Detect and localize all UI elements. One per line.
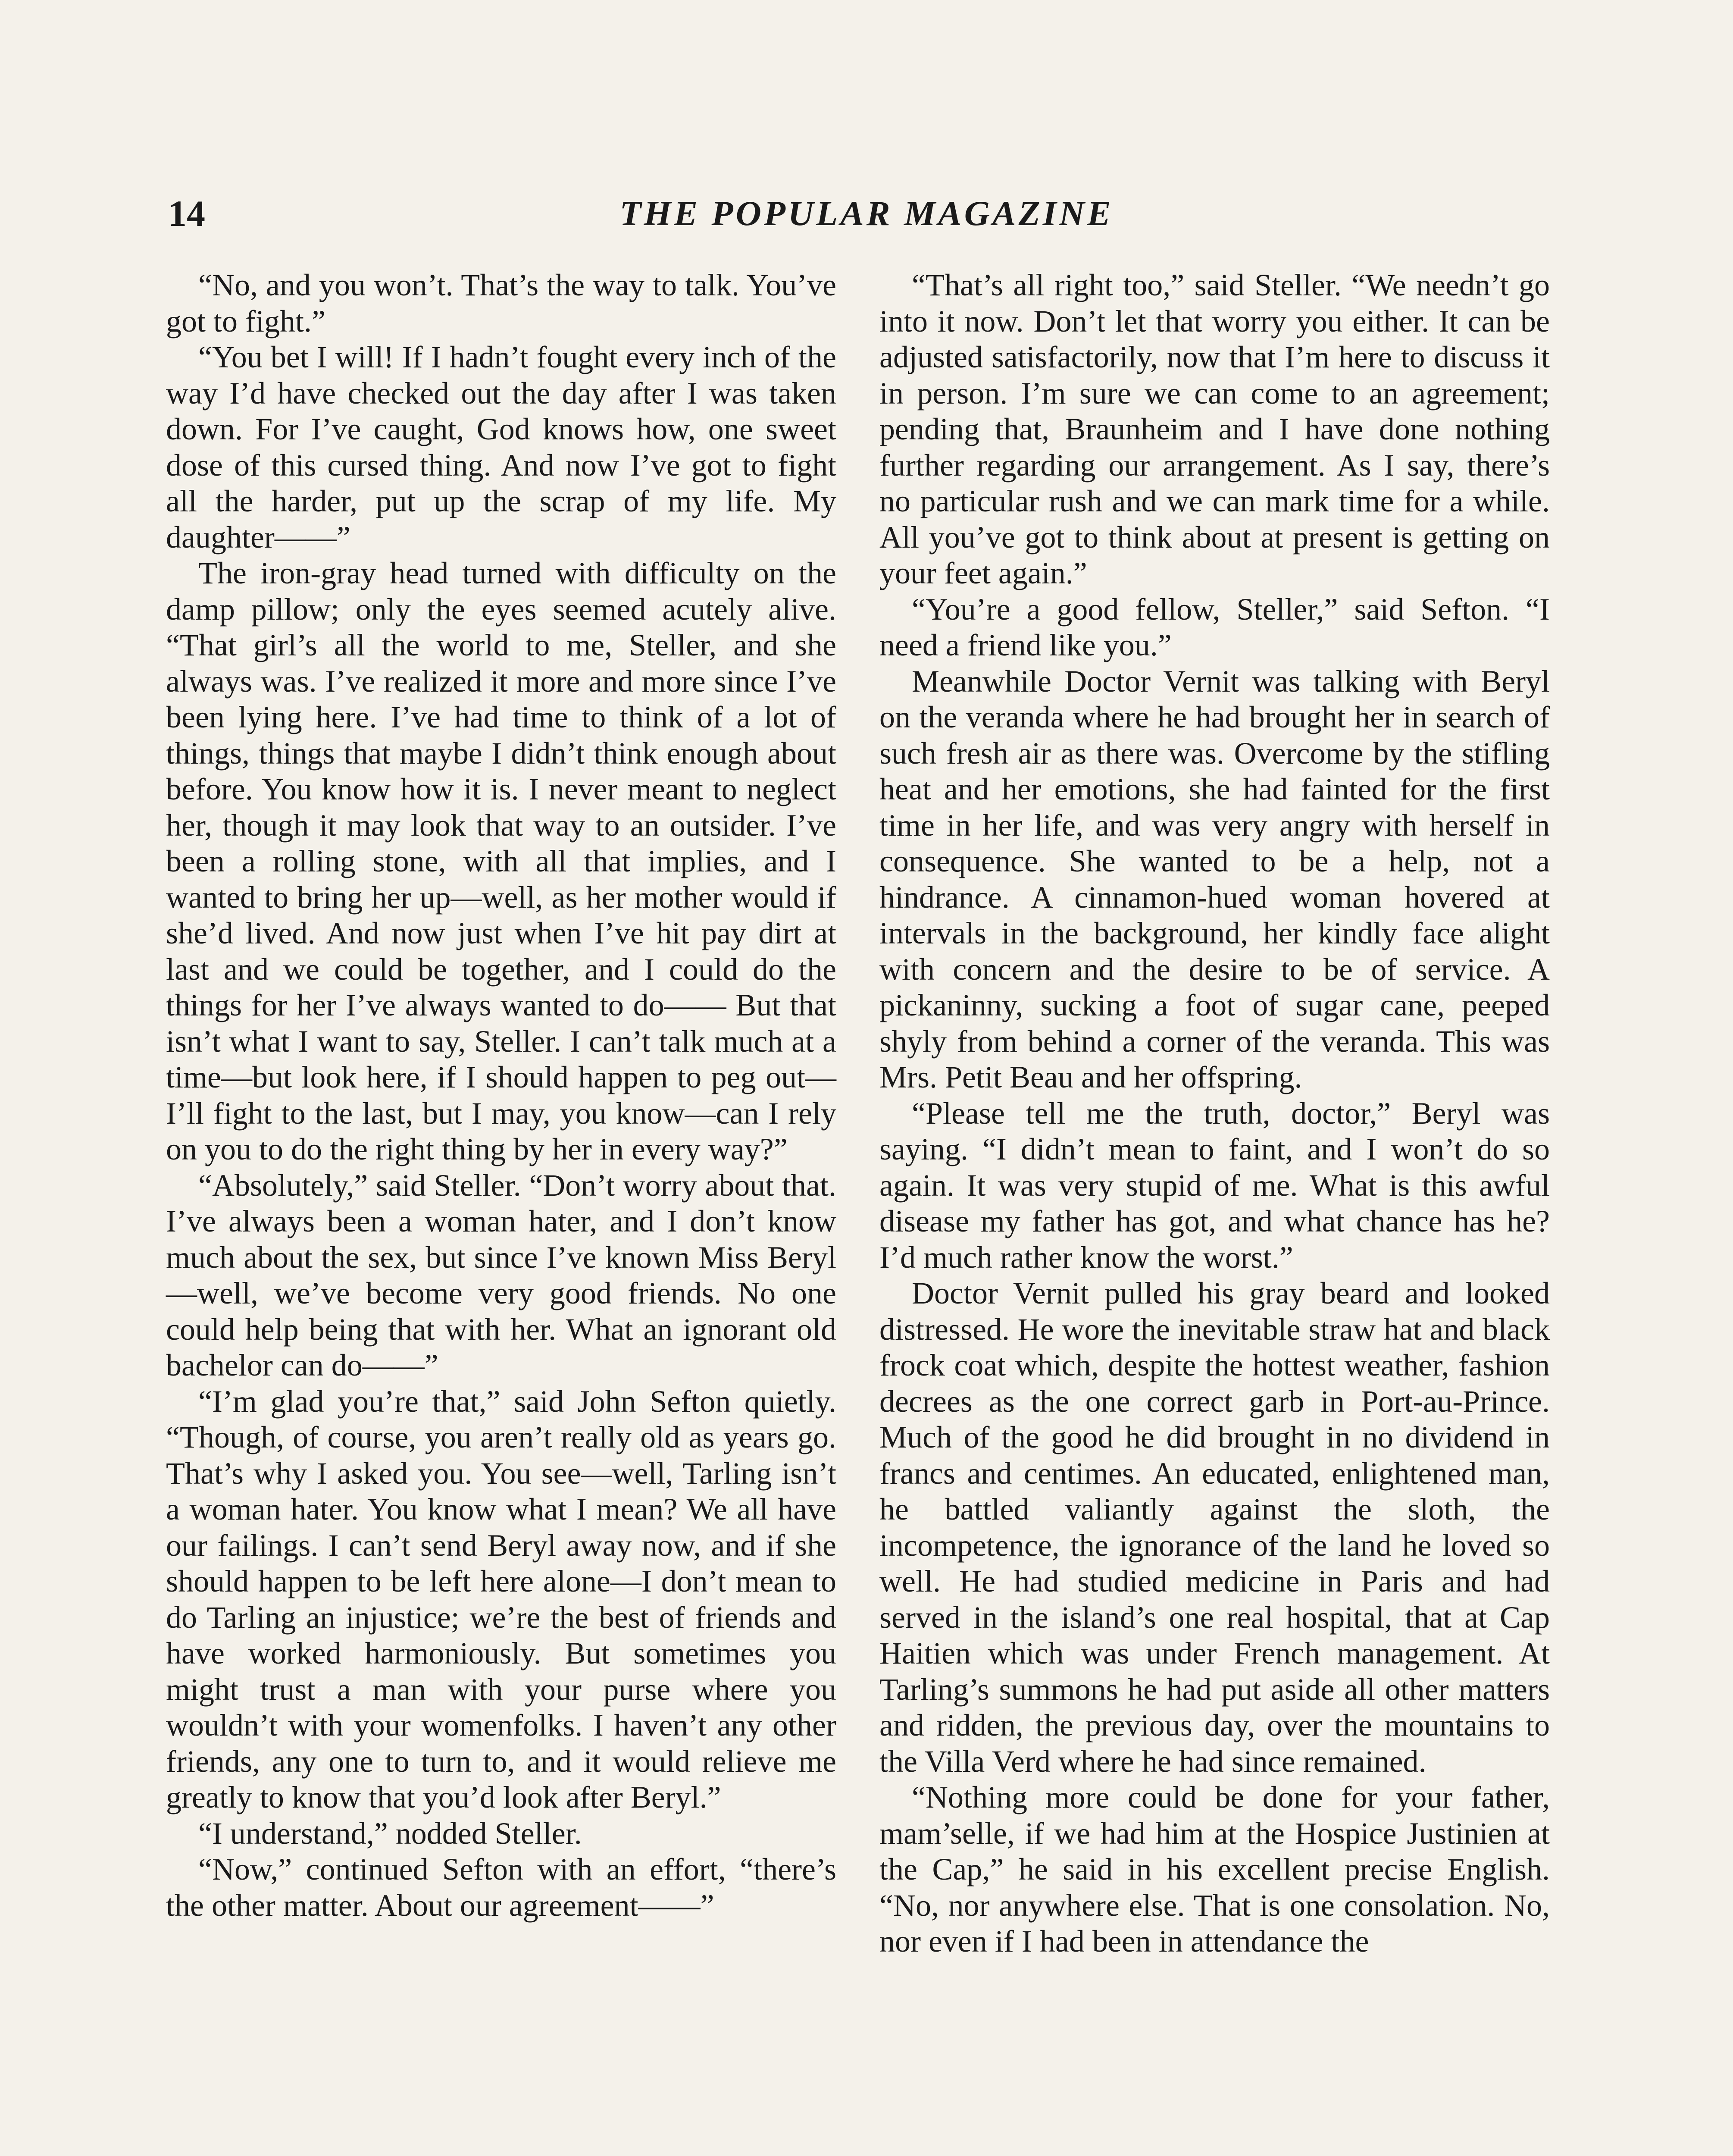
paragraph: “Now,” continued Sefton with an effort, “there’s the other matter. About our agreement——” [166,1852,836,1923]
paragraph: “That’s all right too,” said Steller. “We needn’t go into it now. Don’t let that worry you either. It can be adjusted satisfactorily, now that I’m here to discuss it in person. I’m sure we can come to an agreement; pending that, Braunheim and I have done nothing further regarding our arrangement. As I say, there’s no particular rush and we can mark time for a while. All you’ve got to think about at present is getting on your feet again.” [879,268,1550,590]
page-number: 14 [168,193,205,234]
paragraph: “Nothing more could be done for your father, mam’selle, if we had him at the Hospice Justinien at the Cap,” he said in his excellent precise English. “No, nor anywhere else. That is one consolation. No, nor even if I had been in attendance the [879,1780,1550,1959]
paragraph: “I understand,” nodded Steller. [198,1816,582,1851]
right-column [879,267,1550,1960]
left-column [166,267,836,1924]
paragraph: Meanwhile Doctor Vernit was talking with Beryl on the veranda where he had brought her in search of such fresh air as there was. Overcome by the stifling heat and her emotions, she had fainted for the first time in her life, and was very angry with herself in consequence. She wanted to be a help, not a hindrance. A cinnamon-hued woman hovered at intervals in the background, her kindly face alight with concern and the desire to be of service. A pickaninny, sucking a foot of sugar cane, peeped shyly from behind a corner of the veranda. This was Mrs. Petit Beau and her offspring. [879,664,1550,1094]
paragraph: “I’m glad you’re that,” said John Sefton quietly. “Though, of course, you aren’t really old as years go. That’s why I asked you. You see—well, Tarling isn’t a woman hater. You know what I mean? We all have our failings. I can’t send Beryl away now, and if she should happen to be left here alone—I don’t mean to do Tarling an injustice; we’re the best of friends and have worked harmoniously. But sometimes you might trust a man with your purse where you wouldn’t with your womenfolks. I haven’t any other friends, any one to turn to, and it would relieve me greatly to know that you’d look after Beryl.” [166,1384,836,1814]
paragraph: “You bet I will! If I hadn’t fought every inch of the way I’d have checked out the day after I was taken down. For I’ve caught, God knows how, one sweet dose of this cursed thing. And now I’ve got to fight all the harder, put up the scrap of my life. My daughter——” [166,340,836,555]
running-head: THE POPULAR MAGAZINE [619,194,1114,233]
paragraph: The iron-gray head turned with difficulty on the damp pillow; only the eyes seemed acutely alive. “That girl’s all the world to me, Steller, and she always was. I’ve realized it more and more since I’ve been lying here. I’ve had time to think of a lot of things, things that maybe I didn’t think enough about before. You know how it is. I never meant to neglect her, though it may look that way to an outsider. I’ve been a rolling stone, with all that implies, and I wanted to bring her up—well, as her mother would if she’d lived. And now just when I’ve hit pay dirt at last and we could be together, and I could do the things for her I’ve always wanted to do—— But that isn’t what I want to say, Steller. I can’t talk much at a time—but look here, if I should happen to peg out—I’ll fight to the last, but I may, you know—can I rely on you to do the right thing by her in every way?” [166,556,836,1166]
page-header [0,181,1733,246]
paragraph: “No, and you won’t. That’s the way to talk. You’ve got to fight.” [166,268,836,338]
paragraph: “Absolutely,” said Steller. “Don’t worry about that. I’ve always been a woman hater, and I don’t know much about the sex, but since I’ve known Miss Beryl—well, we’ve become very good friends. No one could help being that with her. What an ignorant old bachelor can do——” [166,1168,836,1382]
paragraph: “Please tell me the truth, doctor,” Beryl was saying. “I didn’t mean to faint, and I won’t do so again. It was very stupid of me. What is this awful disease my father has got, and what chance has he? I’d much rather know the worst.” [879,1096,1550,1275]
paragraph: “You’re a good fellow, Steller,” said Sefton. “I need a friend like you.” [879,592,1550,662]
paragraph: Doctor Vernit pulled his gray beard and looked distressed. He wore the inevitable straw hat and black frock coat which, despite the hottest weather, fashion decrees as the one correct garb in Port-au-Prince. Much of the good he did brought in no dividend in francs and centimes. An educated, enlightened man, he battled valiantly against the sloth, the incompetence, the ignorance of the land he loved so well. He had studied medicine in Paris and had served in the island’s one real hospital, that at Cap Haitien which was under French management. At Tarling’s summons he had put aside all other matters and ridden, the previous day, over the mountains to the Villa Verd where he had since remained. [879,1276,1550,1779]
